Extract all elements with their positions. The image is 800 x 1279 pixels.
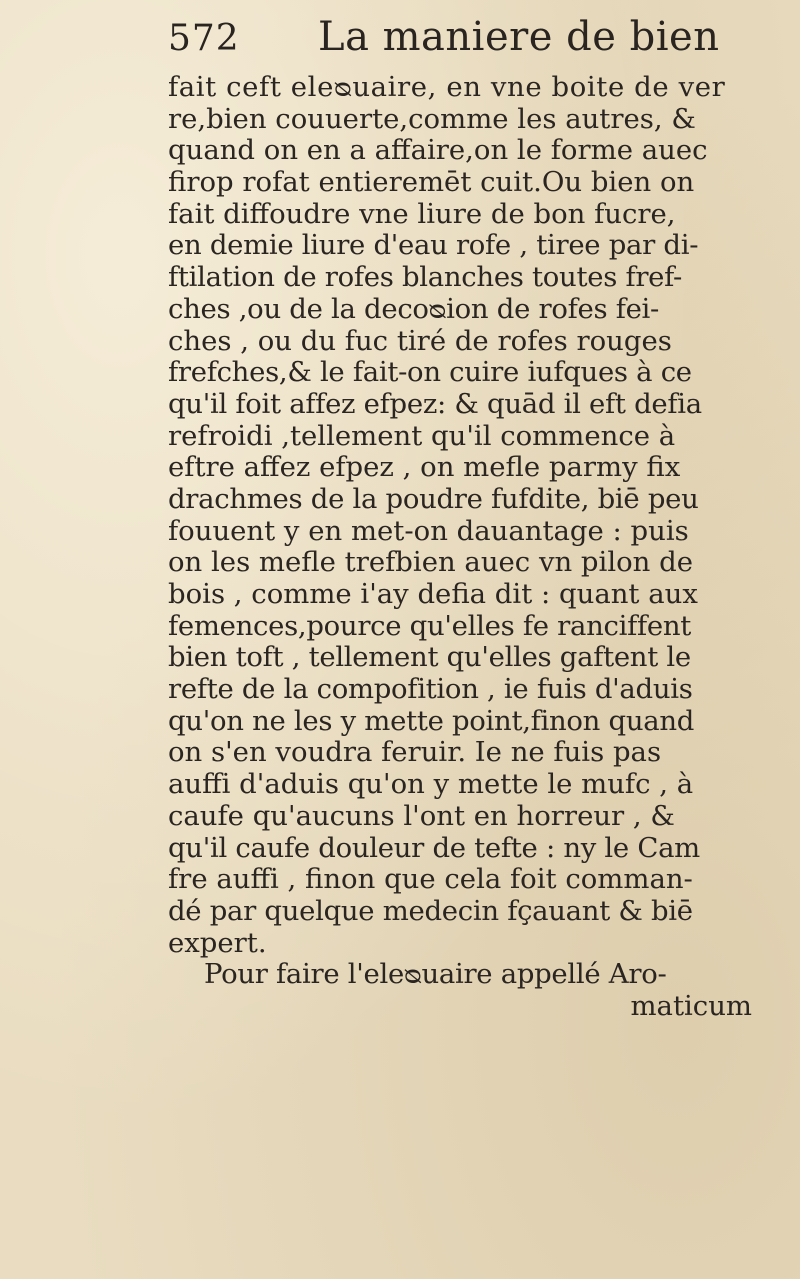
text-line: drachmes de la poudre fufdite, biē peu — [168, 482, 699, 515]
text-line: quand on en a affaire,on le forme auec — [168, 134, 708, 167]
text-line: fre auffi , finon que cela foit comman- — [168, 863, 693, 896]
text-line: frefches,& le fait-on cuire iufques à ce — [168, 356, 692, 389]
text-line: qu'on ne les y mette point,finon quand — [168, 704, 695, 737]
running-title: La maniere de bien — [318, 14, 720, 60]
text-line: firop rofat entieremēt cuit.Ou bien on — [168, 166, 695, 199]
text-line: en demie liure d'eau rofe , tiree par di- — [168, 229, 699, 262]
text-line: qu'il caufe douleur de tefte : ny le Cam — [168, 831, 700, 864]
text-line: ches , ou du fuc tiré de rofes rouges — [168, 324, 672, 357]
text-line: expert. — [168, 926, 267, 959]
text-line: qu'il foit affez efpez: & quād il eft defia — [168, 387, 702, 420]
text-line: on s'en voudra feruir. Ie ne fuis pas — [168, 736, 662, 769]
text-line: ches ,ou de la decoᴓion de rofes fei- — [168, 292, 660, 325]
page-number: 572 — [168, 18, 240, 59]
text-line: ftilation de rofes blanches toutes fref- — [168, 261, 683, 294]
text-line: re,bien couuerte,comme les autres, & — [168, 102, 696, 135]
text-line: refroidi ,tellement qu'il commence à — [168, 419, 676, 452]
page-header — [168, 14, 788, 74]
text-line: femences,pource qu'elles fe ranciffent — [168, 609, 691, 642]
body-text — [168, 72, 792, 1023]
text-line: Pour faire l'eleᴓuaire appellé Aro- — [204, 958, 667, 991]
text-line: on les mefle trefbien auec vn pilon de — [168, 546, 694, 579]
text-line: fait diffoudre vne liure de bon fucre, — [168, 197, 676, 230]
text-line: fouuent y en met-on dauantage : puis — [168, 514, 689, 547]
text-line: auffi d'aduis qu'on y mette le mufc , à — [168, 768, 694, 801]
text-line: dé par quelque medecin fçauant & biē — [168, 894, 693, 927]
text-line: caufe qu'aucuns l'ont en horreur , & — [168, 799, 675, 832]
text-line: eftre affez efpez , on mefle parmy fix — [168, 451, 681, 484]
text-line: bien toft , tellement qu'elles gaftent le — [168, 641, 691, 674]
text-line: bois , comme i'ay defia dit : quant aux — [168, 578, 698, 610]
text-line: maticum — [630, 989, 752, 1022]
text-line: refte de la compofition , ie fuis d'aduis — [168, 673, 693, 706]
text-line: fait ceft eleᴓuaire, en vne boite de ver — [168, 71, 726, 103]
